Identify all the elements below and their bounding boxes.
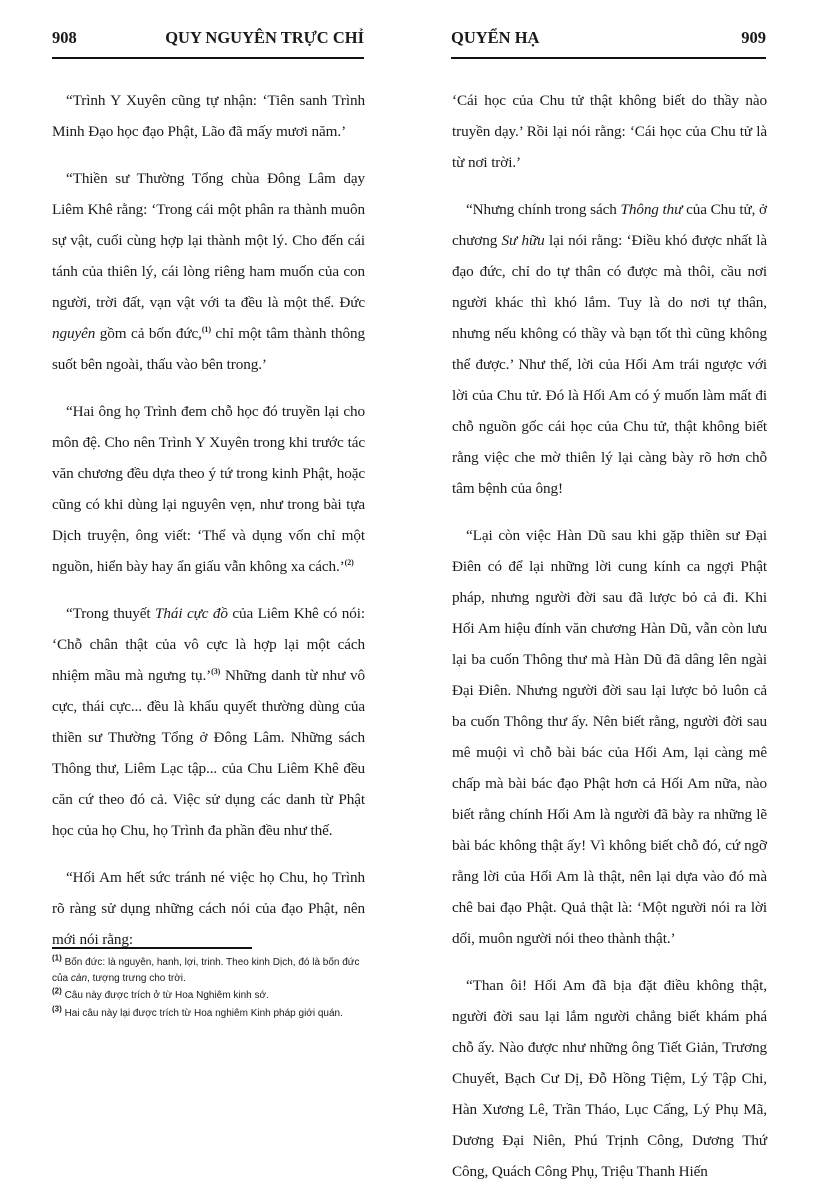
footnote-text: Bốn đức: là nguyên, hanh, lợi, trinh. Theo kinh Dịch, đó là bốn đức của	[52, 957, 360, 984]
paragraph-text: của Chu tử, ở chương	[452, 201, 767, 249]
paragraph	[452, 194, 767, 504]
footnote-ref: (1)	[201, 324, 211, 334]
left-page	[0, 0, 408, 1123]
paragraph-text: “Trong thuyết	[66, 605, 151, 622]
paragraph-text: “Nhưng chính trong sách	[466, 201, 617, 218]
footnote-text: , tượng trưng cho trời.	[87, 972, 186, 984]
right-page	[408, 0, 816, 1180]
paragraph: “Hối Am hết sức tránh né việc họ Chu, họ Trình rõ ràng sử dụng những cách nói của đạo Phật, nên mới nói rằng:	[52, 869, 365, 948]
paragraph	[52, 396, 365, 582]
footnote	[52, 955, 370, 986]
header-rule	[451, 57, 766, 59]
footnote-text: Hai câu này lại được trích từ Hoa nghiêm Kinh pháp giới quán.	[64, 1007, 343, 1019]
italic-term: Sư hữu	[501, 232, 545, 249]
paragraph: “Trình Y Xuyên cũng tự nhận: ‘Tiên sanh Trình Minh Đạo học đạo Phật, Lão đã mấy mươi năm.’	[52, 92, 365, 140]
footnote-ref: (2)	[344, 557, 354, 567]
paragraph-text: Những danh từ như vô cực, thái cực... đều là khẩu quyết thường dùng của thiền sư Thường Tổng ở Đông Lâm. Những sách Thông thư, Liêm Lạc tập... của Chu Liêm Khê đều căn cứ theo đó cả. Việc sử dụng các danh từ Phật học của họ Chu, họ Trình đa phần đều như thế.	[52, 667, 365, 839]
footnote-italic: càn	[70, 972, 88, 984]
running-title: QUYỂN HẠ	[451, 28, 540, 47]
footnote-mark: (3)	[52, 1004, 62, 1014]
footnote-text: Câu này được trích ở từ Hoa Nghiêm kinh sớ.	[64, 990, 269, 1001]
paragraph: ‘Cái học của Chu tử thật không biết do thầy nào truyền dạy.’ Rồi lại nói rằng: ‘Cái học của Chu tử là từ nơi trời.’	[452, 92, 767, 171]
footnote-rule	[52, 947, 252, 949]
paragraph-text: chỉ một tâm thành thông suốt bên ngoài, thấu vào bên trong.’	[52, 325, 365, 373]
footnote-mark: (1)	[52, 953, 62, 963]
page-number: 908	[52, 28, 77, 47]
paragraph-text: lại nói rằng: ‘Điều khó được nhất là đạo đức, chỉ do tự thân có được mà thôi, cầu nơi người khác thì khó lắm. Tuy là do nơi tự thân, nhưng nếu không có thầy và bạn tốt thì cũng không thể được.’ Như thế, lời của Hối Am trái ngược với lời của Chu tử. Đó là Hối Am có ý muốn làm mất đi chỗ nguồn gốc cái học của Chu tử, thật không biết rằng việc che mờ thiên lý lại càng bày rõ hơn chỗ tâm bệnh của ông!	[452, 232, 768, 497]
paragraph	[52, 598, 365, 846]
right-page-header	[451, 28, 766, 52]
running-title: QUY NGUYÊN TRỰC CHỈ	[165, 28, 364, 47]
footnotes	[52, 955, 370, 1023]
paragraph: “Lại còn việc Hàn Dũ sau khi gặp thiền sư Đại Điên có để lại những lời cung kính ca ngợi Phật pháp, nhưng người đời sau đã lược bỏ cả đi. Khi Hối Am hiệu đính văn chương Hàn Dũ, vẫn còn lưu lại ba cuốn Thông thư mà Hàn Dũ đã dâng lên ngài Đại Điên. Nhưng người đời sau lại lược bỏ luôn cả ba cuốn Thông thư ấy. Nên biết rằng, người đời sau mê muội vì chỗ bài bác của Hối Am, lại càng mê chấp mà bài bác đạo Phật hơn cả Hối Am nữa, nào biết rằng chính Hối Am là người đã bày ra những lẽ bài bác không thật ấy! Vì không biết chỗ đó, cứ ngỡ rằng lời của Hối Am là thật, nên lại dựa vào đó mà chê bai đạo Phật. Quả thật là: ‘Một người nói ra lời dối, muôn người nói theo thành thật.’	[452, 527, 767, 947]
left-page-body	[52, 85, 365, 971]
footnote	[52, 988, 370, 1004]
italic-term: nguyên	[52, 325, 96, 342]
footnote-ref: (3)	[211, 666, 221, 676]
right-page-body	[452, 85, 767, 1203]
paragraph: “Than ôi! Hối Am đã bịa đặt điều không thật, người đời sau lại lắm người chẳng biết khám phá chỗ ấy. Nào được như những ông Tiết Giản, Trương Chuyết, Bạch Cư Dị, Đỗ Hồng Tiệm, Lý Tập Chi, Hàn Xương Lê, Trần Tháo, Lục Cấng, Lý Phụ Mã, Dương Đại Niên, Phú Trịnh Công, Dương Thứ Công, Quách Công Phụ, Triệu Thanh Hiến	[452, 977, 767, 1180]
footnote	[52, 1006, 370, 1022]
paragraph	[52, 163, 365, 380]
page-number: 909	[741, 28, 766, 47]
paragraph-text: gồm cả bốn đức,	[95, 325, 202, 342]
paragraph-text: “Hai ông họ Trình đem chỗ học đó truyền lại cho môn đệ. Cho nên Trình Y Xuyên trong khi trước tác văn chương đều dựa theo ý tứ trong kinh Phật, hoặc cũng có khi dùng lại nguyên vẹn, như trong bài tựa Dịch truyện, ông viết: ‘Thể và dụng vốn chỉ một nguồn, hiển bày hay ẩn giấu vẫn không xa cách.’	[52, 403, 365, 575]
italic-term: Thái cực đồ	[155, 605, 228, 622]
paragraph-text: “Thiền sư Thường Tổng chùa Đông Lâm dạy Liêm Khê rằng: ‘Trong cái một phân ra thành muôn sự vật, cuối cùng hợp lại thành một lý. Cho đến cái tánh của thiên lý, cái lòng riêng ham muốn của con người, trời đất, vạn vật với ta đều là một thể. Đức	[52, 170, 365, 311]
paragraph-text: của Liêm Khê có nói: ‘Chỗ chân thật của vô cực là hợp lại một cách nhiệm mầu mà ngưng tụ.’	[52, 605, 365, 684]
italic-term: Thông thư	[620, 201, 683, 218]
header-rule	[52, 57, 364, 59]
footnote-mark: (2)	[52, 986, 62, 996]
left-page-header	[52, 28, 364, 52]
